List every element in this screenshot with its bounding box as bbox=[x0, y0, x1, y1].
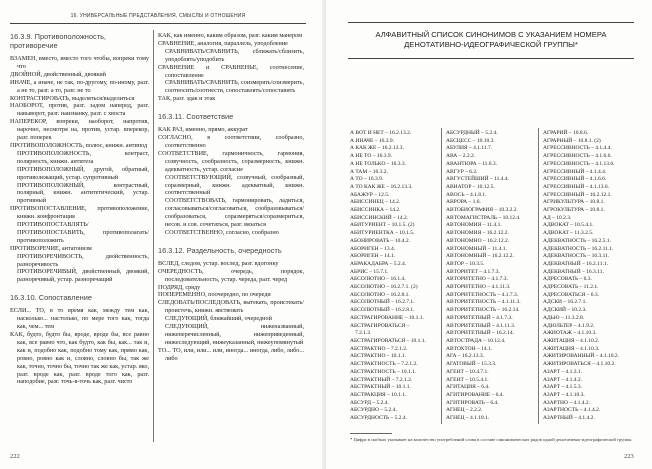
index-entry: АГРЕССИВНЫЙ – 4.1.6.6. bbox=[543, 176, 607, 183]
index-entry: А ВОТ И НЕТ – 16.2.13.2. bbox=[350, 130, 412, 136]
index-entry: АГИТИРОВАТЬ – 6.4. bbox=[446, 399, 499, 406]
index-entry: АБСУРДНО – 5.2.4. bbox=[350, 407, 397, 414]
synonym-entry: СООТВЕТСТВИЕ, гармоничность, гармония, созвучность, сообразность, соразмерность, книжн. адекватность, устар. согласие bbox=[158, 149, 304, 173]
index-entry: АБСУРДНЫЙ – 5.2.4. bbox=[446, 130, 498, 136]
index-entry: АГЕНТ – 10.5.4.1. bbox=[446, 376, 489, 383]
synonym-entry: ПОДРЯД, сряду bbox=[158, 283, 201, 291]
index-title-line-1: АЛФАВИТНЫЙ СПИСОК СИНОНИМОВ С УКАЗАНИЕМ НОМЕРА bbox=[375, 30, 607, 39]
synonym-entry: НАПЕРЕКОР, вопреки, наоборот, напротив, нарочно, несмотря на, против, устар. вперекор, разг. поперек bbox=[10, 118, 149, 142]
index-entry: АДРЕСОВАТЬ – 6.3. bbox=[543, 276, 592, 283]
column-divider bbox=[441, 128, 442, 424]
index-entry: АВТОНОМНЫЙ – 11.4.1. bbox=[446, 245, 507, 252]
index-entry: АЗАРТНОСТЬ – 4.1.4.2. bbox=[543, 407, 601, 414]
index-entry: 7.2.1.2. bbox=[355, 330, 372, 337]
index-title-line-2: ДЕНОТАТИВНО-ИДЕОГРАФИЧЕСКОЙ ГРУППЫ* bbox=[404, 40, 578, 49]
synonym-entry: ОЧЕРЕДНОСТЬ, очередь, порядок, последовательность, устар. череда, разг. черед bbox=[158, 267, 304, 283]
sub-entry: СРАВНИВАТЬ/СРАВНИТЬ, соизмерять/соизмерить, соотносить/соотнести, сопоставлять/сопоставить bbox=[165, 79, 304, 95]
index-entry: АДВОКАТ – 10.5.4.1. bbox=[543, 222, 594, 229]
index-entry: АБИТУРИЕНТКА – 10.1.5. bbox=[350, 230, 415, 237]
sub-entry: СООТВЕТСТВОВАТЬ, гармонировать, ладиться, согласовываться/согласоваться, сообразовываться/сообразоваться, соразмеряться/соразмериться, несов. и сов. сочетаться, разг. вязаться bbox=[165, 197, 304, 229]
index-entry: АГАТОВЫЙ – 15.3.3. bbox=[446, 361, 497, 368]
index-entry: АГРЕССИВНОСТЬ – 4.1.6.6. bbox=[543, 153, 612, 160]
index-column-1 bbox=[350, 130, 426, 423]
index-entry: АДЕКВАТНОСТЬ – 16.3.11. bbox=[543, 253, 610, 260]
section-heading: 16.3.12. Раздельность, очередность bbox=[158, 245, 282, 255]
header-rule bbox=[10, 23, 306, 24]
index-entry: АД – 10.2.3. bbox=[543, 214, 572, 221]
index-entry: АВТОРИТЕТНОСТЬ – 16.2.14. bbox=[446, 307, 520, 314]
synonym-entry: СРАВНЕНИЕ, аналогия, параллель, уподобление bbox=[158, 39, 288, 47]
index-entry: АВТОРИТЕТНЫЙ – 16.2.14. bbox=[446, 330, 515, 337]
sub-entry: СЛЕДУЮЩИЙ, ниженазванный, нижеперечисленный, нижеприведенный, нижеследующий, нижеуказанный, нижеупомянутый bbox=[165, 323, 304, 346]
index-entry: АЗАРТ – 4.1.3.1. bbox=[543, 368, 583, 375]
index-entry: АБСТРАКТНОСТЬ – 10.1.1. bbox=[350, 368, 417, 375]
footnote-rule bbox=[350, 433, 392, 434]
index-entry: АВТОР – 10.3.5. bbox=[446, 260, 485, 267]
synonym-entry: КОНТРАСТИРОВАТЬ, выделяться/выделиться bbox=[10, 94, 135, 102]
sub-entry: ПРОТИВОПОСТАВЛЯТЬ/ПРОТИВОПОСТАВИТЬ, противополагать/противоположить bbox=[17, 221, 149, 244]
synonym-entry: ПРОТИВОПОЛОЖНОСТЬ, полюс, книжн. антипод bbox=[10, 141, 148, 149]
index-entry: АВРОРА – 1.6. bbox=[446, 199, 481, 206]
index-entry: АВТОРИТЕТНОСТЬ – 4.1.11.3. bbox=[446, 299, 521, 306]
index-entry: АБСОЛЮТНО – 16.1.4. bbox=[350, 276, 406, 283]
synonym-entry: ПОПЕРЕМЕННО, поочередно, по очереди bbox=[158, 291, 271, 299]
index-entry: АБСТРАКТНЫЙ – 10.1.1. bbox=[350, 384, 411, 391]
index-entry: АЗАРТ – 4.1.10.3. bbox=[543, 391, 585, 398]
synonym-entry: ВСЛЕД, следом, устар. вослед, разг. вдогонку bbox=[158, 259, 279, 267]
index-entry: А ТАМ – 16.3.2. bbox=[350, 168, 388, 175]
sub-entry: СООТВЕТСТВУЮЩИЙ, созвучный, сообразный, соразмерный, книжн. адекватный, книжн. соответственный bbox=[165, 173, 304, 197]
synonym-entry: НАОБОРОТ, против, разг. задом наперед, разг. навыворот, разг. наизнанку, разг. с хвоста bbox=[10, 102, 149, 118]
synonym-entry: СОГЛАСНО, в соответствии, сообразно, соответственно bbox=[158, 134, 304, 149]
index-entry: АДСКИ – 16.2.7.1. bbox=[543, 299, 587, 306]
index-entry: АДЕКВАТНОСТЬ – 16.2.5.1. bbox=[543, 237, 611, 244]
text-column-1 bbox=[10, 32, 149, 386]
index-entry: А НЕ ТОЛЬКО – 16.3.3. bbox=[350, 160, 407, 167]
index-entry: АВОСЬ – 4.1.8.1. bbox=[446, 191, 487, 198]
index-entry: АБСТРАКТНО – 7.2.1.2. bbox=[350, 345, 408, 352]
index-entry: АВТОРИТЕТНЫЙ – 4.1.11.3. bbox=[446, 322, 516, 329]
section-heading: 16.3.9. Противоположность, противоречие bbox=[10, 32, 106, 50]
index-entry: АБИТУРИЕНТ – 10.1.5. (2) bbox=[350, 222, 415, 229]
index-entry: АВТОХТОН – 14.1. bbox=[446, 345, 493, 352]
sub-entry: ПРОТИВОРЕЧИВЫЙ, двойственный, двоякий, разноречивый, устар. разноречащий bbox=[17, 268, 149, 284]
index-entry: АБРИС – 15.7.1. bbox=[350, 268, 389, 275]
index-entry: АБСОЛЮТНЫЙ – 16.2.8.1. bbox=[350, 307, 415, 314]
text-column-2 bbox=[158, 32, 304, 363]
index-entry: АВГУСТЕЙШИЙ – 11.4.4. bbox=[446, 176, 509, 183]
sub-entry: СЛЕДУЮЩИЙ, ближайший, очередной bbox=[165, 315, 272, 323]
index-column-3 bbox=[543, 130, 619, 423]
sub-entry: ПРОТИВОРЕЧИВОСТЬ, двойственность, разноречивость bbox=[17, 252, 149, 268]
index-entry: АГНЕЦ – 4.1.18.1. bbox=[446, 415, 490, 422]
footnote: * Цифра в скобках указывает на количество употреблений слова в составе синонимических рядов одной денотативно-идеографической группы. bbox=[350, 437, 633, 442]
index-entry: АБРАКАДАБРА – 5.2.4. bbox=[350, 260, 407, 267]
index-entry: АБСТРАКТНЫЙ – 7.2.1.2. bbox=[350, 376, 413, 383]
synonym-entry: ТАК, разг. эдак и этак bbox=[158, 95, 216, 103]
synonym-entry: СРАВНЕНИЕ и СРАВНЕНЬЕ, соотнесение, сопоставление bbox=[158, 63, 304, 79]
synonym-entry: СЛЕДОВАТЬ/ПОСЛЕДОВАТЬ, вытекать, проистекать/проистечь, книжн. явствовать bbox=[158, 299, 304, 315]
index-entry: А ИНАЧЕ – 16.3.9. bbox=[350, 137, 394, 144]
index-entry: АДРЕСОВАТЬСЯ – 6.3. bbox=[543, 291, 600, 298]
index-entry: АВТОНОМИЯ – 11.4.1. bbox=[446, 222, 502, 229]
index-entry: АДСКИЙ – 10.2.3. bbox=[543, 307, 587, 314]
index-entry: АГРЕССИВНОСТЬ – 4.1.13.6. bbox=[543, 160, 615, 167]
index-entry: АБСЦЕСС – 10.10.3. bbox=[446, 137, 495, 144]
index-entry: АВТОНОМНО – 16.2.12.2. bbox=[446, 237, 510, 244]
sub-entry: ПРОТИВОПОЛОЖНЫЙ, контрастный, полярный, книжн. антитетический, устар. противный bbox=[17, 181, 149, 205]
synonym-entry: ТО... ТО, или, или... или, иногда... иногда, либо, либо... либо bbox=[158, 346, 304, 362]
index-entry: АВА – 2.2.2. bbox=[446, 153, 476, 160]
page-number: 223 bbox=[624, 453, 634, 460]
synonym-entry: КАК, будто, будто бы, вроде, вроде бы, все равно как, все равно что, как будто, как бы, как... так и, как и, подобно как, подобно тому как, прямо как, ровно, ровно как и, словно, словно бы, так же как, точно, точно бы, точно так же как, устар. яко, разг. вроде как, разг. вроде того как, разг. наподобие, разг. точь-в-точь как, разг. чисто bbox=[10, 331, 149, 386]
index-entry: АГРАРНЫЙ – 10.8.1. (2) bbox=[543, 137, 601, 144]
sub-entry: СООТВЕТСТВЕННО, согласно, сообразно bbox=[165, 228, 279, 236]
title-rule-top bbox=[348, 22, 634, 23]
index-entry: АГА – 16.2.13.3. bbox=[446, 353, 485, 360]
index-entry: АБСОЛЮТНО – 16.2.7.1. (2) bbox=[350, 284, 418, 291]
index-entry: АЗАРТНО – 4.1.4.2. bbox=[543, 399, 590, 406]
index-entry: АВТОНОМНЫЙ – 16.2.12.2. bbox=[446, 253, 514, 260]
index-entry: АБАЖУР – 12.5. bbox=[350, 191, 390, 198]
index-entry: АГНЕЦ – 2.2.2. bbox=[446, 407, 483, 414]
index-entry: АГРОКУЛЬТУРА – 10.8.1. bbox=[543, 207, 605, 214]
index-entry: АЖИТАЦИЯ – 4.1.10.2. bbox=[543, 337, 600, 344]
sub-entry: СРАВНИВАТЬ/СРАВНИТЬ, сближать/сблизить, уподоблять/уподобить bbox=[165, 47, 304, 63]
index-entry: АВТОСТРАДА – 10.12.4. bbox=[446, 337, 506, 344]
synonym-entry: ДВОЙНОЙ, двойственный, двоякий bbox=[10, 70, 106, 78]
synonym-entry: ЕСЛИ... ТО, в то время как, между тем как, насколько... настолько, по мере того как, тогда как, чем... тем bbox=[10, 307, 149, 331]
index-entry: АЗАРТ – 4.1.4.2. bbox=[543, 376, 583, 383]
index-entry: АГРЕССИВНОСТЬ – 4.1.4.4. bbox=[543, 145, 612, 152]
index-entry: АБСТРАКЦИЯ – 10.1.1. bbox=[350, 391, 407, 398]
index-entry: АГРИКУЛЬТУРА – 10.8.1. bbox=[543, 199, 605, 206]
index-entry: АДВОКАТ – 11.3.2.5. bbox=[543, 230, 594, 237]
index-column-2 bbox=[446, 130, 521, 423]
index-entry: АДРЕСОВАТЬ – 11.2.1. bbox=[543, 284, 599, 291]
right-page bbox=[326, 0, 652, 469]
index-entry: АБСОЛЮТНЫЙ – 16.2.7.1. bbox=[350, 299, 415, 306]
index-entry: АВИАТОР – 10.12.5. bbox=[446, 183, 495, 190]
index-entry: АГРЕССИВНЫЙ – 4.1.13.6. bbox=[543, 183, 610, 190]
page-number: 222 bbox=[10, 453, 20, 460]
index-entry: АЖИТАЦИЯ – 4.1.10.3. bbox=[543, 345, 600, 352]
index-entry: АЖИТИРОВАТЬСЯ – 4.1.10.2. bbox=[543, 361, 616, 368]
index-title bbox=[346, 30, 636, 50]
index-entry: АБСТРАКТНОСТЬ – 7.2.1.2. bbox=[350, 361, 418, 368]
section-heading: 16.3.10. Сопоставление bbox=[10, 293, 92, 303]
index-entry: АГИТАЦИЯ – 6.4. bbox=[446, 384, 490, 391]
index-entry: АВТОРИТЕТНЫЙ – 4.1.7.3. bbox=[446, 314, 513, 321]
sub-entry: ПРОТИВОПОЛОЖНОСТЬ, контраст, полярность, книжн. антитеза bbox=[17, 149, 149, 165]
index-entry: АБСУРДНОСТЬ – 5.2.4. bbox=[350, 415, 408, 422]
index-entry: АБСТРАКТНО – 10.1.1. bbox=[350, 353, 407, 360]
index-entry: АДЕКВАТНОСТЬ – 16.2.11.1. bbox=[543, 245, 614, 252]
index-entry: АБСТРАГИРОВАТЬСЯ – 10.1.1. bbox=[350, 337, 426, 344]
index-entry: АБОРИГЕН – 14.1. bbox=[350, 253, 396, 260]
column-divider bbox=[153, 30, 154, 442]
index-entry: А ТО КАК ЖЕ – 16.2.13.3. bbox=[350, 183, 413, 190]
index-entry: АБСТРАГИРОВАТЬСЯ – bbox=[350, 322, 410, 329]
index-entry: АЖИОТАЖ – 4.1.10.3. bbox=[543, 330, 597, 337]
sub-entry: ПРОТИВОПОЛОЖНЫЙ, другой, обратный, противолежащий, устар. супротивный bbox=[17, 165, 149, 181]
synonym-entry: ВЗАМЕН, вместо, вместо того чтобы, вопреки тому что bbox=[10, 55, 149, 70]
index-entry: АБИССИНКА – 14.2. bbox=[350, 207, 401, 214]
synonym-entry: КАК РАЗ, именно, прямо, аккурат bbox=[158, 126, 248, 134]
index-entry: АБОНИРОВАТЬ – 10.4.2. bbox=[350, 237, 411, 244]
index-entry: АГЕНТ – 10.4.7.1. bbox=[446, 368, 489, 375]
index-entry: АГРАРИЙ – 10.8.6. bbox=[543, 130, 589, 136]
index-entry: А КАК ЖЕ – 16.2.13.3. bbox=[350, 145, 404, 152]
index-entry: АДЕКВАТНЫЙ – 16.2.11.1. bbox=[543, 260, 608, 267]
index-entry: АБСТРАГИРОВАНИЕ – 10.1.1. bbox=[350, 314, 424, 321]
running-head: 16. УНИВЕРСАЛЬНЫЕ ПРЕДСТАВЛЕНИЯ, СМЫСЛЫ И ОТНОШЕНИЯ bbox=[70, 13, 246, 19]
index-entry: А ТО – 16.3.9. bbox=[350, 176, 384, 183]
index-entry: АВТОРИТЕТНО – 4.1.11.3. bbox=[446, 284, 511, 291]
index-entry: АБОРИГЕН – 13.4. bbox=[350, 245, 396, 252]
index-entry: АЗАРТ – 4.1.5.3. bbox=[543, 384, 583, 391]
synonym-entry: ПРОТИВОРЕЧИЕ, антагонизм bbox=[10, 244, 92, 252]
index-entry: АВТОРИТЕТНОСТЬ – 4.1.7.3. bbox=[446, 291, 519, 298]
index-entry: АВТОРИТЕТ – 4.1.7.3. bbox=[446, 268, 500, 275]
index-entry: АЗАРТНЫЙ – 4.1.4.2. bbox=[543, 415, 595, 422]
index-entry: АБИССИНЕЦ – 14.2. bbox=[350, 199, 401, 206]
synonym-entry: КАК, как именно, каким образом, разг. каким манером bbox=[158, 32, 303, 39]
synonym-entry: ПРОТИВОПОСТАВЛЕНИЕ, противоположение, книжн. конфронтация bbox=[10, 205, 149, 221]
index-entry: АДЕКВАТНЫЙ – 16.3.11. bbox=[543, 268, 604, 275]
index-entry: АВТОРИТЕТНО – 4.1.7.3. bbox=[446, 276, 508, 283]
index-entry: АВТОМАГИСТРАЛЬ – 10.12.4. bbox=[446, 214, 521, 221]
index-entry: АГРЕССИВНЫЙ – 4.1.4.4. bbox=[543, 168, 607, 175]
column-divider bbox=[538, 128, 539, 424]
index-entry: АБСУРД – 5.2.4. bbox=[350, 399, 389, 406]
index-entry: АВТОНОМИЯ – 16.2.12.2. bbox=[446, 230, 509, 237]
section-heading: 16.3.11. Соответствие bbox=[158, 112, 234, 122]
index-entry: АДЮЛЬТЕР – 4.1.9.2. bbox=[543, 322, 595, 329]
title-rule-bottom bbox=[348, 58, 634, 59]
index-entry: АБИССИНСКИЙ – 14.2. bbox=[350, 214, 409, 221]
index-entry: АЖИТИРОВАННЫЙ – 4.1.10.2. bbox=[543, 353, 620, 360]
index-entry: АГИТИРОВАНИЕ – 6.4. bbox=[446, 391, 504, 398]
index-entry: АВТОБИОГРАФИЯ – 10.3.2.2. bbox=[446, 207, 518, 214]
index-entry: А НЕ ТО – 16.3.9. bbox=[350, 153, 392, 160]
index-entry: АБСОЛЮТНО – 16.2.8.1. bbox=[350, 291, 410, 298]
index-entry: АДЬЮ – 11.3.2.8. bbox=[543, 314, 585, 321]
index-entry: АБУЛИЯ – 4.1.11.7. bbox=[446, 145, 493, 152]
index-entry: АГРЕССИВНЫЙ – 16.2.12.1. bbox=[543, 191, 612, 198]
synonym-entry: ИНАЧЕ, а иначе, не так, по-другому, по-иному, разг. а не то, разг. а то, разг. не то bbox=[10, 78, 149, 94]
index-entry: АВГУР – 6.2. bbox=[446, 168, 478, 175]
index-entry: АВАНТЮРА – 11.6.3. bbox=[446, 160, 497, 167]
